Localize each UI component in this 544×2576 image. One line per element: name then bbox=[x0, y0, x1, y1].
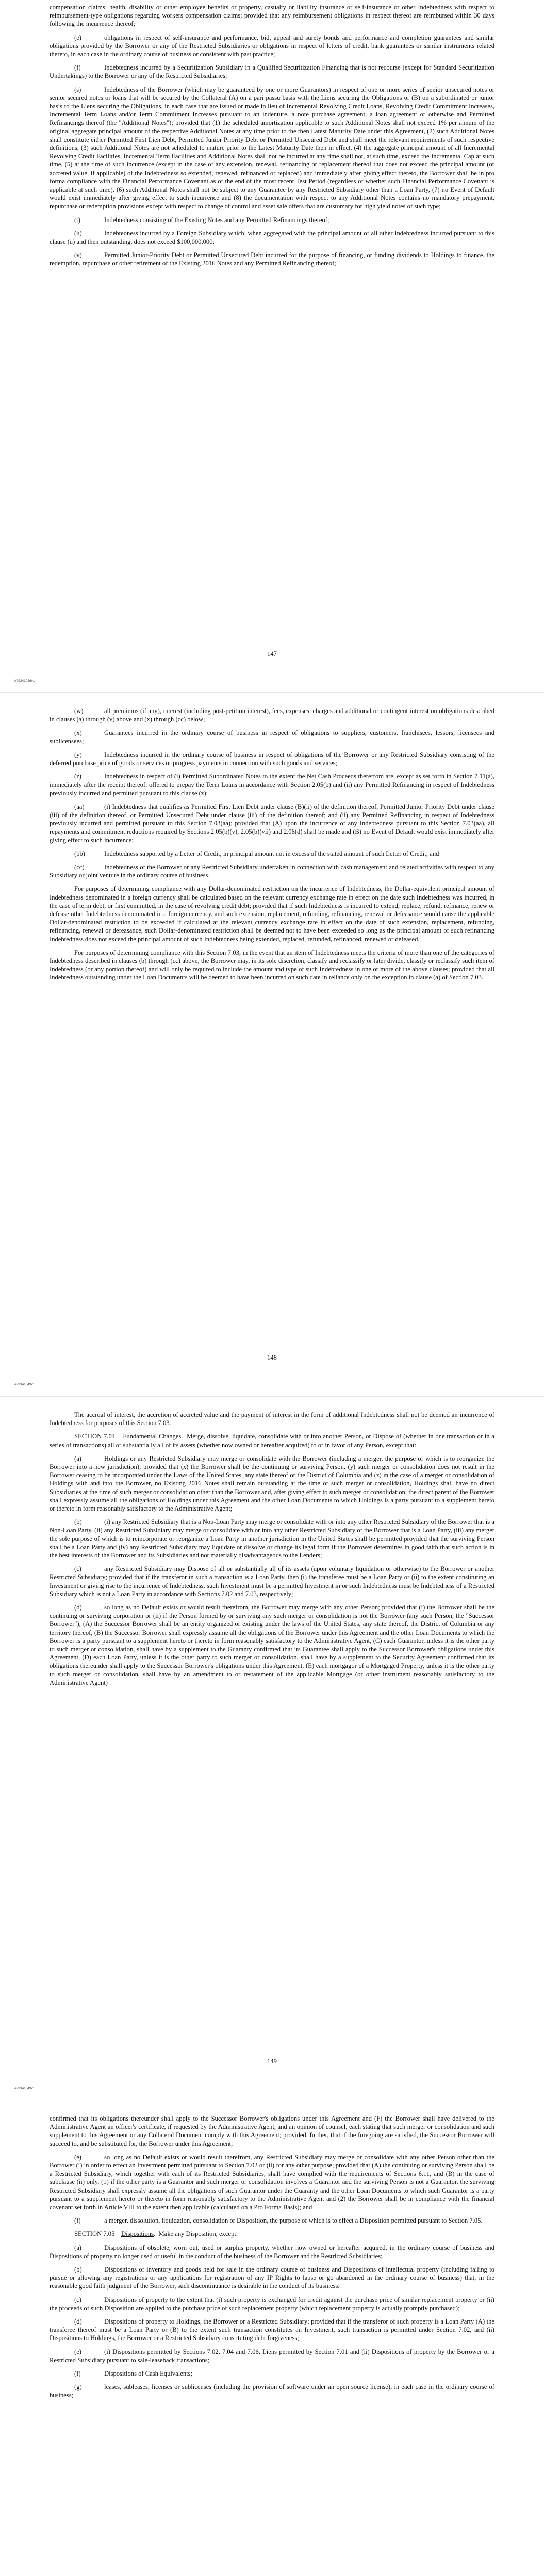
clause-number: (f) bbox=[74, 2217, 81, 2225]
document-page bbox=[0, 2114, 544, 2576]
clause-text: any Restricted Subsidiary may Dispose of all or substantially all of its assets (upon voluntary liquidation or otherwise) to the Borrower or another Restricted Subsidiary; provided that if the transferor in such a transaction is a Loan Party, then (i) the transferee must be a Loan Party or (ii) to the extent constituting an Investment or giving rise to the incurrence of Indebtedness, such Investment must be a permitted Investment in or such Indebtedness must be Indebtedness of a Restricted Subsidiary which is not a Loan Party in accordance with Sections 7.02 and 7.03, respectively; bbox=[50, 1565, 494, 1598]
clause-paragraph bbox=[50, 229, 494, 246]
page-number: 149 bbox=[267, 2058, 277, 2065]
section-text: Make any Disposition, except: bbox=[158, 2230, 238, 2238]
document-page bbox=[0, 707, 544, 1346]
clause-number: (g) bbox=[74, 2383, 82, 2391]
clause-text: Permitted Junior-Priority Debt or Permitted Unsecured Debt incurred for the purpose of financing, or funding dividends to Holdings to finance, the redemption, repurchase or other retirement of the Existing 2016 Notes and any Permitted Refinancing thereof; bbox=[50, 251, 494, 267]
clause-number: (b) bbox=[74, 2266, 82, 2274]
clause-text: so long as no Default exists or would result therefrom, any Restricted Subsidiary may merge or consolidate with any other Person other than the Borrower (i) in order to effect an Investment permitted pursuant to Section 7.02 or (ii) for any other purpose; provided that (A) the continuing or surviving Person shall be a Restricted Subsidiary, which together with each of its Restricted Subsidiaries, shall have complied with the requirements of Sections 6.11, and (B) in the case of subclause (ii) only, (1) if the other party is a Guarantor and such merger or consolidation involves a Guarantor and the surviving Person is not a Guarantor, the surviving Restricted Subsidiary shall expressly assume all the obligations of such Guarantor under the Guaranty and the other Loan Documents to which such Guarantor is a party pursuant to a supplement hereto or thereto in form reasonably satisfactory to the Administrative Agent and (2) the Borrower shall be in compliance with the financial covenant set forth in Article VIII to the extent then applicable (calculated on a Pro Forma Basis); and bbox=[50, 2153, 494, 2211]
clause-text: (i) any Restricted Subsidiary that is a Non-Loan Party may merge or consolidate with or into any other Restricted Subsidiary of the Borrower that is a Non-Loan Party, (ii) any Restricted Subsidiary may merge or consolidate with or into any other Restricted Subsidiary of the Borrower that is a Loan Party, (iii) any merger the sole purpose of which is to reincorporate or reorganize a Loan Party in another jurisdiction in the United States shall be permitted provided that the surviving Person shall be a Loan Party and (iv) any Restricted Subsidiary may liquidate or dissolve or change its legal form if the Borrower determines in good faith that such action is in the best interests of the Borrower and its Subsidiaries and not materially disadvantageous to the Lenders; bbox=[50, 1518, 494, 1560]
section-heading: Fundamental Changes bbox=[123, 1433, 182, 1440]
clause-number: (w) bbox=[74, 707, 84, 715]
clause-paragraph bbox=[50, 2153, 494, 2211]
clause-text: Indebtedness of the Borrower (which may be guaranteed by one or more Guarantors) in respect of one or more series of senior unsecured notes or senior secured notes or loans that will be secured by the Collateral (A) on a pari passu basis with the Liens securing the Obligations or (B) on a subordinated or junior basis to the Liens securing the Obligations, in each case that are issued or made in lieu of Incremental Revolving Credit Loans, Revolving Credit Commitment Increases, Incremental Term Loans and/or Term Commitment Increases pursuant to an indenture, a note purchase agreement, a loan agreement or otherwise and Permitted Refinancings thereof (the "Additional Notes"); provided that (1) the scheduled amortization applicable to such Additional Notes shall not exceed 1% per annum of the original aggregate principal amount of the respective Additional Notes at any time prior to the then Latest Maturity Date under this Agreement, (2) such Additional Notes shall constitute either Permitted First Lien Debt, Permitted Junior Priority Debt or Permitted Unsecured Debt and shall meet the relevant requirements of such respective definitions, (3) such Additional Notes are not scheduled to mature prior to the Latest Maturity Date then in effect, (4) the aggregate principal amount of all Incremental Revolving Credit Facilities, Incremental Term Facilities and Additional Notes shall not be incurred at any time shall not, at such time, exceed the Incremental Cap at such time, (5) at the time of such incurrence (except in the case of any extension, renewal, refinancing or replacement thereof that does not exceed the principal amount (or accreted value, if applicable) of the Indebtedness so extended, renewed, refinanced or replaced) and immediately after giving effect thereto, the Borrower shall be in pro forma compliance with the Financial Performance Covenant as of the end of the most recent Test Period (regardless of whether such Financial Performance Covenant is applicable at such time), (6) such Additional Notes shall not be subject to any Guarantee by any Restricted Subsidiary other than a Loan Party, (7) no Event of Default would exist immediately after giving effect to such incurrence and (8) the documentation with respect to any Additional Notes contains no mandatory prepayment, repurchase or redemption provisions except with respect to change of control and asset sale offers that are customary for high yield notes of such type; bbox=[50, 86, 494, 210]
clause-text: obligations in respect of self-insurance and performance, bid, appeal and surety bonds and performance and completion guarantees and similar obligations provided by the Borrower or any of the Restricted Subsidiaries or obligations in respect of letters of credit, bank guarantees or similar instruments related thereto, in each case in the ordinary course of business or consistent with past practice; bbox=[50, 33, 494, 58]
clause-paragraph bbox=[50, 850, 494, 858]
clause-text: Indebtedness of the Borrower or any Restricted Subsidiary undertaken in connection with cash management and related activities with respect to any Subsidiary or joint venture in the ordinary course of business. bbox=[50, 863, 494, 879]
clause-paragraph bbox=[50, 1603, 494, 1687]
section-heading: Dispositions bbox=[121, 2230, 154, 2238]
clause-number: (a) bbox=[74, 2244, 81, 2251]
clause-number: (e) bbox=[74, 2348, 81, 2355]
clause-number: (f) bbox=[74, 2370, 81, 2378]
section-number: SECTION 7.05 bbox=[74, 2230, 115, 2238]
clause-paragraph bbox=[50, 2244, 494, 2260]
document-page bbox=[0, 1411, 544, 2049]
body-paragraph: The accrual of interest, the accretion of accreted value and the payment of interest in the form of additional Indebtedness shall not be deemed an incurrence of Indebtedness for purposes of this Section 7.03. bbox=[50, 1411, 494, 1427]
clause-paragraph bbox=[50, 216, 494, 224]
section-number: SECTION 7.04 bbox=[74, 1433, 116, 1440]
clause-number: (s) bbox=[74, 86, 81, 93]
clause-paragraph bbox=[50, 2383, 494, 2399]
page-separator bbox=[0, 1396, 544, 1397]
clause-text: a merger, dissolution, liquidation, consolidation or Disposition, the purpose of which is to effect a Disposition permitted pursuant to Section 7.05. bbox=[104, 2217, 483, 2225]
clause-text: Guarantees incurred in the ordinary course of business in respect of obligations to suppliers, customers, franchisees, lessors, licensees and sublicensees; bbox=[50, 729, 494, 745]
clause-paragraph bbox=[50, 86, 494, 211]
document-id: #99341049v1 bbox=[14, 1383, 35, 1386]
clause-number: (y) bbox=[74, 751, 82, 758]
body-paragraph: For purposes of determining compliance with this Section 7.03, in the event that an item of Indebtedness meets the criteria of more than one of the categories of Indebtedness described in clauses (b) through (cc) above, the Borrower may, in its sole discretion, classify and reclassify or later divide, classify or reclassify such item of Indebtedness (or any portion thereof) and will only be required to include the amount and type of such Indebtedness in one or more of the above clauses; provided that all Indebtedness outstanding under the Loan Documents will be deemed to have been incurred on such date in reliance only on the exception in clause (a) of Section 7.03. bbox=[50, 948, 494, 981]
clause-number: (e) bbox=[74, 33, 81, 41]
clause-number: (c) bbox=[74, 1565, 81, 1573]
clause-text: Dispositions of property to the extent that (i) such property is exchanged for credit against the purchase price of similar replacement property or (ii) the proceeds of such Disposition are applied to the purchase price of such replacement property (which replacement property is actually promptly purchased); bbox=[50, 2296, 494, 2312]
section-paragraph: SECTION 7.04 Fundamental Changes. Merge, dissolve, liquidate, consolidate with or into another Person, or Dispose of (whether in one transaction or in a series of transactions) all or substantially all of its assets (whether now owned or hereafter acquired) to or in favor of any Person, except that: bbox=[50, 1433, 494, 1449]
clause-text: Indebtedness incurred in the ordinary course of business in respect of obligations of the Borrower or any Restricted Subsidiary consisting of the deferred purchase price of goods or services or progress payments in connection with such goods and services; bbox=[50, 751, 494, 767]
clause-text: Indebtedness consisting of the Existing Notes and any Permitted Refinancings thereof; bbox=[104, 216, 329, 224]
clause-paragraph bbox=[50, 33, 494, 59]
body-paragraph: confirmed that its obligations thereunder shall apply to the Successor Borrower's obligations under this Agreement and (F) the Borrower shall have delivered to the Administrative Agent an officer's certificate, if requested by the Administrative Agent, and an opinion of counsel, each stating that such merger or consolidation and such supplement to this Agreement or any Collateral Document comply with this Agreement; provided, further, that if the foregoing are satisfied, the Successor Borrower will succeed to, and be substituted for, the Borrower under this Agreement; bbox=[50, 2115, 494, 2147]
clause-number: (z) bbox=[74, 773, 81, 781]
clause-number: (aa) bbox=[74, 803, 85, 810]
clause-paragraph bbox=[50, 1518, 494, 1560]
clause-number: (t) bbox=[74, 216, 80, 224]
clause-text: Dispositions of Cash Equivalents; bbox=[104, 2370, 193, 2378]
clause-paragraph bbox=[50, 2216, 494, 2225]
clause-text: Dispositions of inventory and goods held for sale in the ordinary course of business and Dispositions of intellectual property (including failing to pursue or allowing any registrations or any applications for registration of any IP Rights to lapse or go abandoned in the ordinary course of business) that, in the reasonable good faith judgment of the Borrower, such discontinuance is desirable in the conduct of its business; bbox=[50, 2266, 494, 2290]
clause-number: (bb) bbox=[74, 850, 85, 857]
clause-paragraph bbox=[50, 707, 494, 723]
section-text: Merge, dissolve, liquidate, consolidate with or into another Person, or Dispose of (whether in one transaction or in a series of transactions) all or substantially all of its assets (whether now owned or hereafter acquired) to or in favor of any Person, except that: bbox=[50, 1433, 494, 1449]
clause-paragraph bbox=[50, 728, 494, 745]
document-id: #99341049v1 bbox=[14, 2087, 35, 2090]
page-number: 147 bbox=[267, 650, 277, 657]
clause-paragraph bbox=[50, 2317, 494, 2343]
page-number: 148 bbox=[267, 1354, 277, 1361]
clause-number: (u) bbox=[74, 229, 82, 237]
clause-paragraph bbox=[50, 863, 494, 879]
clause-text: Indebtedness in respect of (i) Permitted Subordinated Notes to the extent the Net Cash Proceeds therefrom are, except as set forth in Section 7.11(a), immediately after the receipt thereof, offered to prepay the Term Loans in accordance with Section 2.05(b) and (ii) any Permitted Refinancing in respect of Indebtedness previously incurred and permitted pursuant to this clause (z); bbox=[50, 773, 494, 797]
clause-number: (cc) bbox=[74, 863, 85, 871]
document-page bbox=[0, 3, 544, 642]
clause-text: (i) Indebtedness that qualifies as Permitted First Lien Debt under clause (B)(ii) of the definition thereof, Permitted Junior Priority Debt under clause (iii) of the definition thereof, or Permitted Unsecured Debt under clause (iii) of the definition thereof; and (ii) any Permitted Refinancing in respect of Indebtedness previously incurred and permitted pursuant to this Section 7.03(aa); provided that (A) upon the incurrence of any Indebtedness pursuant to this Section 7.03(aa), all repayments and commitment reductions required by Sections 2.05(b)(v), 2.05(b)(vii) and 2.06(d) shall be made and (B) no Event of Default would exist immediately after giving effect to such incurrence; bbox=[50, 803, 494, 844]
clause-paragraph bbox=[50, 803, 494, 844]
clause-number: (e) bbox=[74, 2153, 81, 2161]
section-paragraph: SECTION 7.05 Dispositions. Make any Disposition, except: bbox=[74, 2230, 238, 2238]
clause-paragraph bbox=[50, 1565, 494, 1598]
clause-text: Dispositions of property to Holdings, the Borrower or a Restricted Subsidiary; provided that if the transferor of such property is a Loan Party (A) the transferee thereof must be a Loan Party or (B) to the extent such transaction constitutes an Investment, such transaction is permitted under Section 7.02, and (ii) Dispositions to Holdings, the Borrower or a Restricted Subsidiary constituting debt forgiveness; bbox=[50, 2318, 494, 2342]
clause-text: so long as no Default exists or would result therefrom, the Borrower may merge with any other Person; provided that (i) the Borrower shall be the continuing or surviving corporation or (ii) if the Person formed by or surviving any such merger or consolidation is not the Borrower (any such Person, the "Successor Borrower"), (A) the Successor Borrower shall be an entity organized or existing under the laws of the United States, any state thereof, the District of Columbia or any territory thereof, (B) the Successor Borrower shall expressly assume all the obligations of the Borrower under this Agreement and the other Loan Documents to which the Borrower is a party pursuant to a supplement hereto or thereto in form reasonably satisfactory to the Administrative Agent, (C) each Guarantor, unless it is the other party to such merger or consolidation, shall have by a supplement to the Guaranty confirmed that its Guarantee shall apply to the Successor Borrower's obligations under this Agreement, (D) each Loan Party, unless it is the other party to such merger or consolidation, shall have by a supplement to the Security Agreement confirmed that its obligations thereunder shall apply to the Successor Borrower's obligations under this Agreement, (E) each mortgagor of a Mortgaged Property, unless it is the other party to such merger or consolidation, shall have by an amendment to or restatement of the applicable Mortgage (or other instrument reasonably satisfactory to the Administrative Agent) bbox=[50, 1604, 494, 1686]
body-paragraph: For purposes of determining compliance with any Dollar-denominated restriction on the incurrence of Indebtedness, the Dollar-equivalent principal amount of Indebtedness denominated in a foreign currency shall be calculated based on the relevant currency exchange rate in effect on the date such Indebtedness was incurred, in the case of term debt, or first committed, in the case of revolving credit debt; provided that if such Indebtedness is incurred to extend, replace, refund, refinance, renew or defease other Indebtedness denominated in a foreign currency, and such extension, replacement, refunding, refinancing, renewal or defeasance would cause the applicable Dollar-denominated restriction to be exceeded if calculated at the relevant currency exchange rate in effect on the date of such extension, replacement, refunding, refinancing, renewal or defeasance, such Dollar-denominated restriction shall be deemed not to have been exceeded so long as the principal amount of such refinancing Indebtedness does not exceed the principal amount of such Indebtedness being extended, replaced, refunded, refinanced, renewed or defeased. bbox=[50, 885, 494, 943]
clause-number: (v) bbox=[74, 251, 82, 259]
clause-paragraph bbox=[50, 1454, 494, 1513]
clause-paragraph bbox=[50, 2369, 494, 2378]
body-paragraph: compensation claims, health, disability or other employee benefits or property, casualty or liability insurance or self-insurance or other Indebtedness with respect to reimbursement-type obligations regarding workers compensation claims; provided that any reimbursement obligations in respect thereof are reimbursed within 30 days following the incurrence thereof; bbox=[50, 4, 494, 28]
clause-text: (i) Dispositions permitted by Sections 7.02, 7.04 and 7.06, Liens permitted by Section 7.01 and (ii) Dispositions of property by the Borrower or a Restricted Subsidiary pursuant to sale-leaseback transactions; bbox=[50, 2348, 494, 2364]
clause-number: (d) bbox=[74, 1604, 82, 1612]
clause-paragraph bbox=[50, 2265, 494, 2291]
clause-number: (f) bbox=[74, 64, 81, 72]
clause-paragraph bbox=[50, 772, 494, 798]
clause-number: (a) bbox=[74, 1454, 81, 1462]
clause-paragraph bbox=[50, 2348, 494, 2364]
clause-text: leases, subleases, licenses or sublicenses (including the provision of software under an open source license), in each case in the ordinary course of business; bbox=[50, 2383, 494, 2399]
clause-text: Holdings or any Restricted Subsidiary may merge or consolidate with the Borrower (including a merger, the purpose of which is to reorganize the Borrower into a new jurisdiction); provided that (x) the Borrower shall be the continuing or surviving Person, (y) such merger or consolidation does not result in the Borrower ceasing to be incorporated under the Laws of the United States, any state thereof or the District of Columbia and (z) in the case of a merger or consolidation of Holdings with and into the Borrower, no Existing 2016 Notes shall remain outstanding at the time of such merger or consolidation, Holdings shall have no direct Subsidiaries at the time of such merger or consolidation other than the Borrower and, after giving effect to such merger or consolidation, the direct parent of the Borrower shall expressly assume all the obligations of Holdings under this Agreement and the other Loan Documents to which Holdings is a party pursuant to a supplement hereto or thereto in form reasonably satisfactory to the Administrative Agent; bbox=[50, 1454, 494, 1513]
clause-paragraph bbox=[50, 63, 494, 80]
clause-paragraph bbox=[50, 751, 494, 767]
clause-text: Dispositions of obsolete, worn out, used or surplus property, whether now owned or hereafter acquired, in the ordinary course of business and Dispositions of property no longer used or useful in the conduct of the business of the Borrower and the Restricted Subsidiaries; bbox=[50, 2244, 494, 2260]
clause-paragraph bbox=[50, 251, 494, 267]
clause-paragraph bbox=[50, 2296, 494, 2312]
clause-number: (d) bbox=[74, 2318, 82, 2326]
clause-number: (c) bbox=[74, 2296, 81, 2303]
document-id: #99341049v1 bbox=[14, 679, 35, 683]
clause-text: Indebtedness supported by a Letter of Credit, in principal amount not in excess of the stated amount of such Letter of Credit; and bbox=[104, 850, 439, 857]
clause-text: all premiums (if any), interest (including post-petition interest), fees, expenses, charges and additional or contingent interest on obligations described in clauses (a) through (v) above and (x) through (cc) below; bbox=[50, 707, 494, 723]
page-separator bbox=[0, 692, 544, 693]
clause-number: (b) bbox=[74, 1518, 82, 1526]
clause-text: Indebtedness incurred by a Securitization Subsidiary in a Qualified Securitization Financing that is not recourse (except for Standard Securitization Undertakings) to the Borrower or any of the Restricted Subsidiaries; bbox=[50, 64, 494, 80]
clause-number: (x) bbox=[74, 729, 82, 737]
clause-text: Indebtedness incurred by a Foreign Subsidiary which, when aggregated with the principal amount of all other Indebtedness incurred pursuant to this clause (u) and then outstanding, does not exceed $100,000,000; bbox=[50, 229, 494, 246]
